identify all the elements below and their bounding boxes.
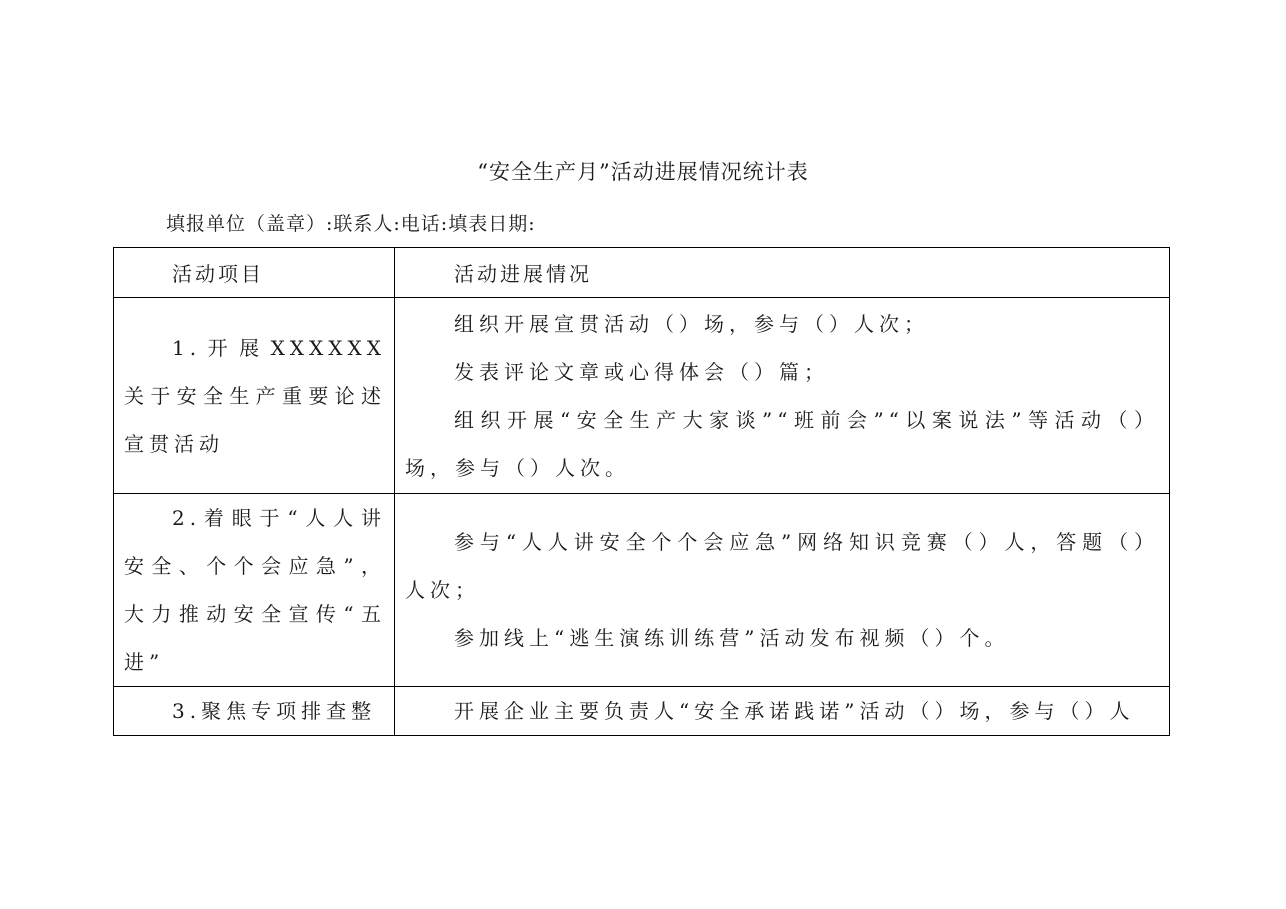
activity-progress-cell: [395, 687, 1170, 736]
table-header-row: [114, 248, 1170, 298]
header-activity-progress: 活动进展情况: [395, 248, 1170, 298]
activity-progress-cell: [395, 298, 1170, 494]
table-row: [114, 494, 1170, 687]
progress-line: 参与“人人讲安全个个会应急”网络知识竞赛（）人，答题（）人次；: [405, 530, 1159, 602]
table-row: [114, 687, 1170, 736]
progress-line: 参加线上“逃生演练训练营”活动发布视频（）个。: [454, 626, 1010, 650]
form-info-line: 填报单位（盖章）:联系人:电话:填表日期:: [166, 213, 536, 235]
header-activity-item: 活动项目: [114, 248, 395, 298]
activity-item-cell: 1.开展XXXXXX关于安全生产重要论述宣贯活动: [114, 298, 395, 494]
activity-progress-cell: [395, 494, 1170, 687]
activity-item-text: 3.聚焦专项排查整: [172, 699, 377, 723]
table-row: [114, 298, 1170, 494]
progress-line: 组织开展“安全生产大家谈”“班前会”“以案说法”等活动（）场，参与（）人次。: [405, 407, 1159, 480]
activity-item-cell: [114, 687, 395, 736]
stats-table: [113, 247, 1170, 736]
progress-line: 发表评论文章或心得体会（）篇；: [454, 359, 829, 384]
progress-line: 开展企业主要负责人“安全承诺践诺”活动（）场，参与（）人: [454, 699, 1135, 723]
activity-item-cell: 2.着眼于“人人讲安全、个个会应急”，大力推动安全宣传“五进”: [114, 494, 395, 687]
page-title: “安全生产月”活动进展情况统计表: [477, 160, 809, 184]
progress-line: 组织开展宣贯活动（）场，参与（）人次；: [454, 311, 929, 336]
